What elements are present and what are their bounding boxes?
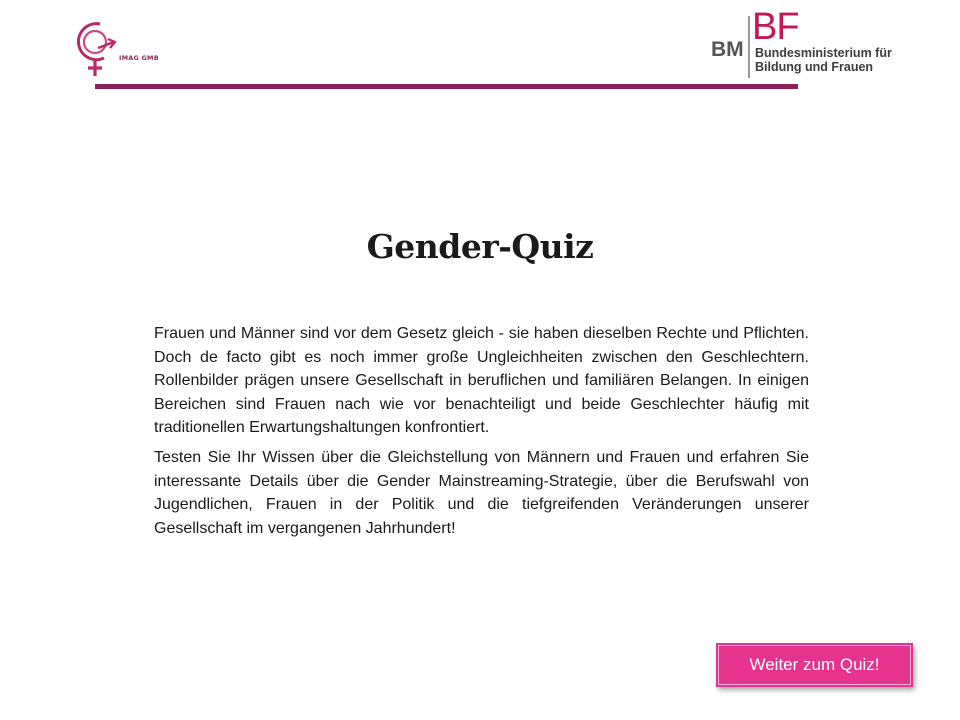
header-divider [95,84,798,89]
start-quiz-button[interactable]: Weiter zum Quiz! [716,643,913,687]
intro-paragraph: Frauen und Männer sind vor dem Gesetz gleich - sie haben dieselben Rechte und Pflichten. Doch de facto gibt es noch immer große Ungleichheiten zwischen den Geschlechtern. Rollenbilder prägen unsere Gesellschaft in beruflichen und familiären Belangen. In einigen Bereichen sind Frauen nach wie vor benachteiligt und beide Geschlechter häufig mit traditionellen Erwartungshaltungen konfrontiert. [154,325,809,437]
imag-logo-label: IMAG GMB [119,54,159,62]
ministry-name-line1: Bundesministerium für [755,46,892,60]
imag-logo [70,18,180,82]
intro-text [154,322,809,546]
page-title: Gender-Quiz [366,227,594,266]
ministry-abbrev-left: BM [711,38,744,61]
ministry-logo-divider [748,16,750,78]
ministry-name-line2: Bildung und Frauen [755,60,874,74]
intro-paragraph: Testen Sie Ihr Wissen über die Gleichstellung von Männern und Frauen und erfahren Sie interessante Details über die Gender Mainstreaming-Strategie, über die Berufswahl von Jugendlichen, Frauen in der Politik und die tiefgreifenden Veränderungen unserer Gesellschaft im vergangenen Jahrhundert! [154,448,809,537]
ministry-logo [708,6,908,80]
venus-symbol-icon [70,18,150,82]
ministry-name [755,46,892,74]
ministry-abbrev-right: BF [752,6,799,48]
